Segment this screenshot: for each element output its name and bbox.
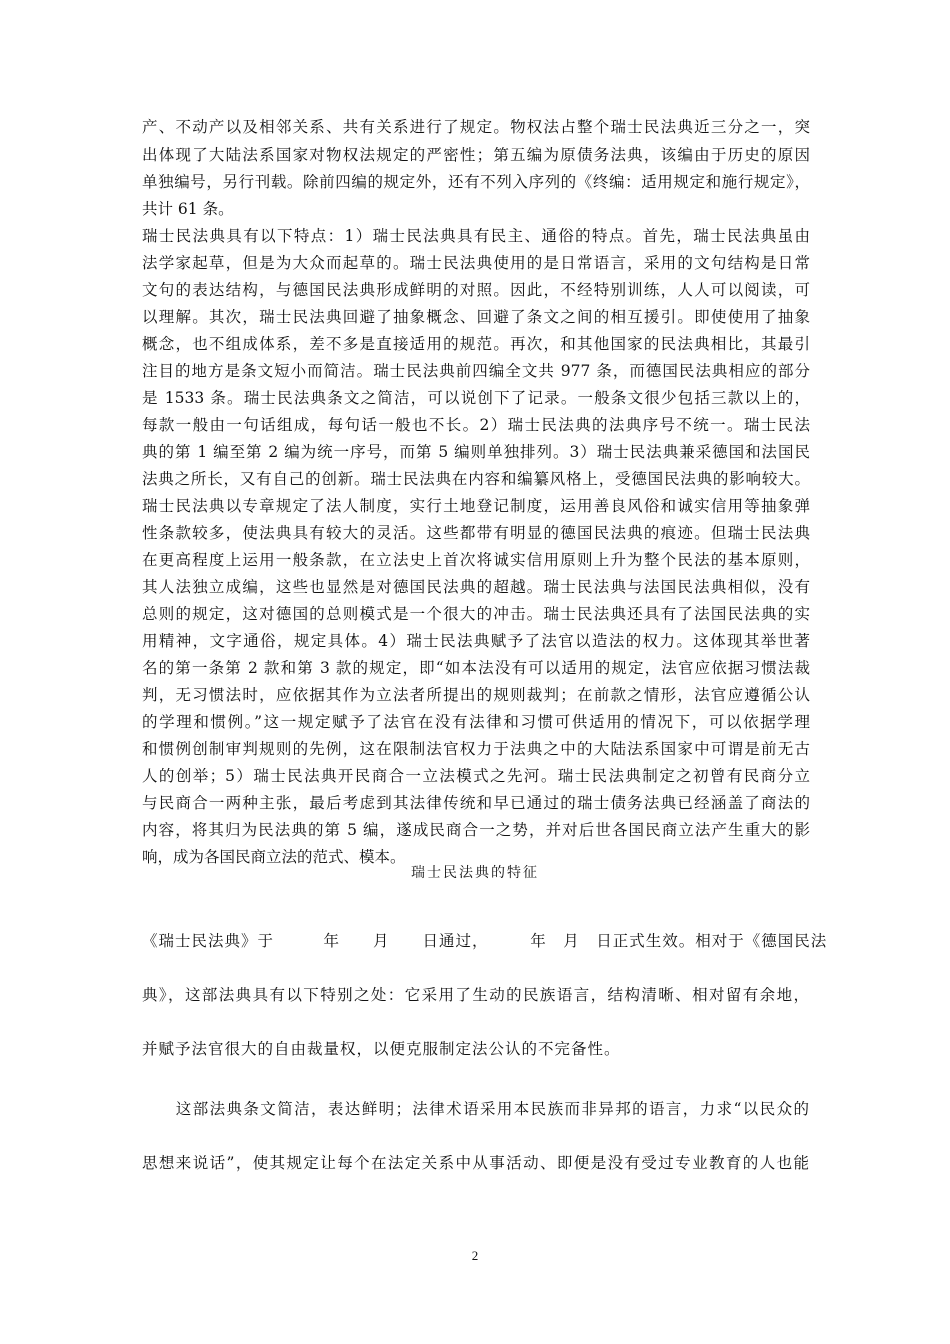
paragraph-line: 与民商合一两种主张，最后考虑到其法律传统和早已通过的瑞士债务法典已经涵盖了商法的 xyxy=(142,794,810,812)
paragraph-line: 注目的地方是条文短小而简洁。瑞士民法典前四编全文共 977 条，而德国民法典相应的部分 xyxy=(142,362,810,380)
paragraph-line: 是 1533 条。瑞士民法典条文之简洁，可以说创下了记录。一般条文很少包括三款以上的， xyxy=(142,389,810,407)
paragraph-line: 判，无习惯法时，应依据其作为立法者所提出的规则裁判；在前款之情形，法官应遵循公认 xyxy=(142,686,810,704)
paragraph-line: 每款一般由一句话组成，每句话一般也不长。2）瑞士民法典的法典序号不统一。瑞士民法 xyxy=(142,416,810,434)
paragraph-line: 名的第一条第 2 款和第 3 款的规定，即“如本法没有可以适用的规定，法官应依据习惯法裁 xyxy=(142,659,810,677)
paragraph-line: 用精神，文字通俗，规定具体。4）瑞士民法典赋予了法官以造法的权力。这体现其举世著 xyxy=(142,632,810,650)
paragraph-line: 瑞士民法典以专章规定了法人制度，实行土地登记制度，运用善良风俗和诚实信用等抽象弹 xyxy=(142,497,810,515)
paragraph-line: 典》，这部法典具有以下特别之处：它采用了生动的民族语言，结构清晰、相对留有余地， xyxy=(142,986,810,1004)
paragraph-line: 人的创举；5）瑞士民法典开民商合一立法模式之先河。瑞士民法典制定之初曾有民商分立 xyxy=(142,767,810,785)
paragraph-line: 瑞士民法典具有以下特点：1）瑞士民法典具有民主、通俗的特点。首先，瑞士民法典虽由 xyxy=(142,227,810,245)
paragraph-line: 其人法独立成编，这些也显然是对德国民法典的超越。瑞士民法典与法国民法典相似，没有 xyxy=(142,578,810,596)
page-number: 2 xyxy=(471,1248,479,1263)
paragraph-line: 文句的表达结构，与德国民法典形成鲜明的对照。因此，不经特别训练，人人可以阅读，可 xyxy=(142,281,810,299)
paragraph-line: 《瑞士民法典》于 年 月 日通过， 年 月 日正式生效。相对于《德国民法 xyxy=(142,932,828,950)
paragraph-line: 并赋予法官很大的自由裁量权，以便克服制定法公认的不完备性。 xyxy=(142,1040,621,1058)
paragraph-line: 响，成为各国民商立法的范式、模本。 xyxy=(142,848,406,866)
paragraph-line: 性条款较多，使法典具有较大的灵活。这些都带有明显的德国民法典的痕迹。但瑞士民法典 xyxy=(142,524,810,542)
paragraph-line: 这部法典条文简洁，表达鲜明；法律术语采用本民族而非异邦的语言，力求“以民众的 xyxy=(142,1100,810,1118)
paragraph-line: 的学理和惯例。”这一规定赋予了法官在没有法律和习惯可供适用的情况下，可以依据学理 xyxy=(142,713,810,731)
paragraph-line: 总则的规定，这对德国的总则模式是一个很大的冲击。瑞士民法典还具有了法国民法典的实 xyxy=(142,605,810,623)
paragraph-line: 单独编号，另行刊载。除前四编的规定外，还有不列入序列的《终编：适用规定和施行规定》， xyxy=(142,173,810,191)
paragraph-line: 概念，也不组成体系，差不多是直接适用的规范。再次，和其他国家的民法典相比，其最引 xyxy=(142,335,810,353)
section-heading: 瑞士民法典的特征 xyxy=(411,865,539,881)
paragraph-line: 以理解。其次，瑞士民法典回避了抽象概念、回避了条文之间的相互援引。即使使用了抽象 xyxy=(142,308,810,326)
paragraph-line: 内容，将其归为民法典的第 5 编，遂成民商合一之势，并对后世各国民商立法产生重大的影 xyxy=(142,821,810,839)
paragraph-line: 典的第 1 编至第 2 编为统一序号，而第 5 编则单独排列。3）瑞士民法典兼采德国和法国民 xyxy=(142,443,810,461)
paragraph-line: 在更高程度上运用一般条款，在立法史上首次将诚实信用原则上升为整个民法的基本原则， xyxy=(142,551,810,569)
paragraph-line: 法典之所长，又有自己的创新。瑞士民法典在内容和编纂风格上，受德国民法典的影响较大。 xyxy=(142,470,810,488)
paragraph-line: 出体现了大陆法系国家对物权法规定的严密性；第五编为原债务法典，该编由于历史的原因 xyxy=(142,146,810,164)
paragraph-line: 产、不动产以及相邻关系、共有关系进行了规定。物权法占整个瑞士民法典近三分之一，突 xyxy=(142,118,810,136)
paragraph-line: 和惯例创制审判规则的先例，这在限制法官权力于法典之中的大陆法系国家中可谓是前无古 xyxy=(142,740,810,758)
paragraph-line: 共计 61 条。 xyxy=(142,200,234,218)
paragraph-line: 思想来说话”，使其规定让每个在法定关系中从事活动、即便是没有受过专业教育的人也能 xyxy=(142,1154,810,1172)
paragraph-line: 法学家起草，但是为大众而起草的。瑞士民法典使用的是日常语言，采用的文句结构是日常 xyxy=(142,254,810,272)
